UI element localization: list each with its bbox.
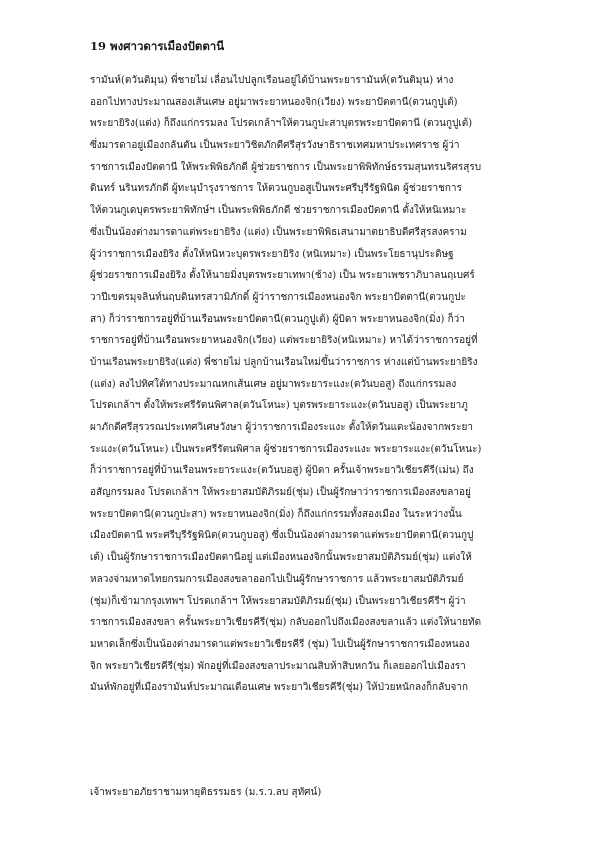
body-line: เต้) เป็นผู้รักษาราชการเมืองปัตตานีอยู่ แต่เมืองหนองจิกนั้นพระยาสมบัติภิรมย์(ชุ่ม) แต่งให้	[90, 552, 472, 564]
body-line: ให้ตวนกูเดบุตรพระยาพิทักษ์ฯ เป็นพระพิพิธภักดี ช่วยราชการเมืองปัตตานี ตั้งให้หนิเหมาะ	[90, 205, 467, 217]
body-line: ออกไปทางประมาณสองเส้นเศษ อยู่มาพระยาหนองจิก(เวียง) พระยาปัตตานี(ตวนกูปูเต้)	[90, 96, 458, 108]
author-footer: เจ้าพระยาอภัยราชามหายุติธรรมธร (ม.ร.ว.ลบ สุทัศน์)	[90, 787, 322, 798]
body-line: มันห์พักอยู่ที่เมืองรามันห์ประมาณเดือนเศษ พระยาวิเชียรคีรี(ชุ่ม) ให้ป่วยหนักลงก็กลับจาก	[90, 682, 469, 694]
body-line: วาปีเขตรมุจลินท์นฤบดินทรสวามิภักดิ์ ผู้ว่าราชการเมืองหนองจิก พระยาปัตตานี(ตวนกูปะ	[90, 291, 466, 303]
body-line: โปรดเกล้าฯ ตั้งให้พระศรีรัตนพิศาล(ตวันโหนะ) บุตรพระยาระแงะ(ตวันบอสู) เป็นพระยาภู	[90, 400, 468, 412]
body-line: สา) ก็ว่าราชการอยู่ที่บ้านเรือนพระยาปัตตานี(ตวนกูปูเต้) ผู้บิดา พระยาหนองจิก(มิ่ง) ก็ว่า	[90, 313, 465, 325]
body-line: ผู้ว่าราชการเมืองยิริง ตั้งให้หนิหวะบุตรพระยายิริง (หนิเหมาะ) เป็นพระโยธานุประดิษฐ	[90, 248, 454, 260]
body-line: อสัญกรรมลง โปรดเกล้าฯ ให้พระยาสมบัติภิรมย์(ชุ่ม) เป็นผู้รักษาว่าราชการเมืองสงขลาอยู่	[90, 487, 471, 499]
body-line: ซึ่งมารดาอยู่เมืองกลันตัน เป็นพระยาวิชิตภักดีศรีสุรวังษาธิราชเทศมหาประเทศราช ผู้ว่า	[90, 140, 460, 152]
body-line: บ้านเรือนพระยายิริง(แต่ง) พี่ชายไม่ ปลูกบ้านเรือนใหม่ขึ้นว่าราชการ ห่างแต่บ้านพระยายิริง	[90, 356, 478, 368]
body-line: ดินทร์ นรินทรภักดี ผู้ทะนุบำรุงราชการ ให้ตวนกูบอสูเป็นพระศรีบุรีรัฐพินิต ผู้ช่วยราชการ	[90, 183, 462, 195]
body-line: ราชการอยู่ที่บ้านเรือนพระยาหนองจิก(เวียง) แต่พระยายิริง(หนิเหมาะ) หาได้ว่าราชการอยู่ที่	[90, 335, 478, 347]
body-line: ก็ว่าราชการอยู่ที่บ้านเรือนพระยาระแงะ(ตวันบอสู) ผู้บิดา ครั้นเจ้าพระยาวิเชียรคีรี(เม่น) ถึง	[90, 465, 474, 477]
body-line: จิก พระยาวิเชียรคีรี(ชุ่ม) พักอยู่ที่เมืองสงขลาประมาณสิบห้าสิบหกวัน ก็เลยออกไปเมืองรา	[90, 660, 466, 672]
body-line: รามันห์(ตวันติมุน) พี่ชายไม่ เลื่อนไปปลูกเรือนอยู่ได้บ้านพระยารามันห์(ตวันติมุน) ห่าง	[90, 75, 454, 86]
body-line: ราชการเมืองปัตตานี ให้พระพิพิธภักดี ผู้ช่วยราชการ เป็นพระยาพิพิทักษ์ธรรมสุนทรนริศรสุรบ	[90, 161, 482, 173]
page-header: 19 พงศาวดารเมืองปัตตานี	[90, 39, 225, 53]
body-line: เมืองปัตตานี พระศรีบุรีรัฐพินิต(ตวนกูบอสู) ซึ่งเป็นน้องต่างมารดาแต่พระยาปัตตานี(ตวนกูปู	[90, 530, 474, 542]
body-text	[90, 70, 510, 699]
body-line: ซึ่งเป็นน้องต่างมารดาแต่พระยายิริง (แต่ง) เป็นพระยาพิพิธเสนามาตยาธิบดีศรีสุรสงคราม	[90, 226, 467, 238]
body-line: ผู้ช่วยราชการเมืองยิริง ตั้งให้นายมิ่งบุตรพระยาเทพา(ช้าง) เป็น พระยาเพชราภิบาลนฤเบศร์	[90, 270, 475, 282]
body-line: พระยาปัตตานี(ตวนกูปะสา) พระยาหนองจิก(มิ่ง) ก็ถึงแก่กรรมทั้งสองเมือง ในระหว่างนั้น	[90, 508, 462, 520]
body-line: ราชการเมืองสงขลา ครั้นพระยาวิเชียรคีรี(ชุ่ม) กลับออกไปถึงเมืองสงขลาแล้ว แต่งให้นายทัด	[90, 617, 482, 629]
body-line: มหาดเล็กซึ่งเป็นน้องต่างมารดาแต่พระยาวิเชียรคีรี (ชุ่ม) ไปเป็นผู้รักษาราชการเมืองหนอง	[90, 638, 470, 650]
body-line: พระยายิริง(แต่ง) ก็ถึงแก่กรรมลง โปรดเกล้าฯให้ตวนกูปะสาบุตรพระยาปัตตานี (ตวนกูปูเต้)	[90, 118, 473, 130]
body-line: หลวงจ่ามหาดไทยกรมการเมืองสงขลาออกไปเป็นผู้รักษาราชการ แล้วพระยาสมบัติภิรมย์	[90, 573, 464, 585]
body-line: (แต่ง) ลงไปทิศใต้ทางประมาณหกเส้นเศษ อยู่มาพระยาระแงะ(ตวันบอสู) ถึงแก่กรรมลง	[90, 378, 457, 390]
body-line: ระแงะ(ตวันโหนะ) เป็นพระศรีรัตนพิศาล ผู้ช่วยราชการเมืองระแงะ พระยาระแงะ(ตวันโหนะ)	[90, 443, 482, 455]
body-line: ผาภักดีศรีสุรวรณประเทศวิเศษวังษา ผู้ว่าราชการเมืองระแงะ ตั้งให้ตวันแดะน้องจากพระยา	[90, 422, 473, 433]
body-line: (ชุ่ม)ก็เข้ามากรุงเทพฯ โปรดเกล้าฯ ให้พระยาสมบัติภิรมย์(ชุ่ม) เป็นพระยาวิเชียรคีรีฯ ผู้ว่า	[90, 595, 466, 607]
